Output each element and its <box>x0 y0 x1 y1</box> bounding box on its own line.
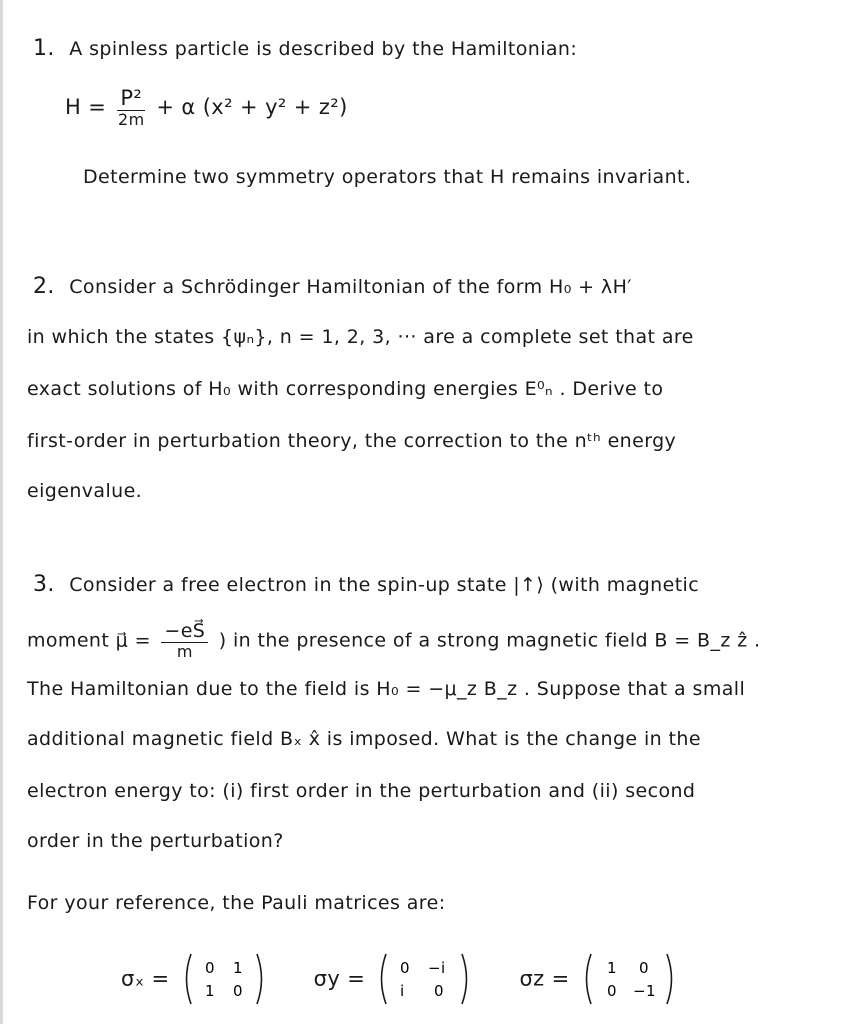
sigma-z-matrix-svg <box>581 950 677 1008</box>
sigma-y-m10: i <box>400 982 405 1000</box>
q1-eq-frac-num: P² <box>117 88 145 111</box>
q1-number: 1. <box>33 36 55 61</box>
q3-line1 <box>33 574 699 596</box>
q2-line2: in which the states {ψₙ}, n = 1, 2, 3, ··· are a complete set that are <box>27 326 694 348</box>
sigma-z <box>519 950 676 1008</box>
q3-text: Consider a free electron in the spin-up state |↑⟩ (with magnetic <box>69 574 700 596</box>
q3-line2-a: moment μ⃗ = <box>27 629 151 652</box>
sigma-y-m00: 0 <box>400 959 411 977</box>
q1-eq-rest: + α (x² + y² + z²) <box>156 95 348 119</box>
sigma-z-label: σz = <box>519 966 570 991</box>
sigma-x-m11: 0 <box>232 982 243 1000</box>
q3-number: 3. <box>33 572 55 597</box>
sigma-x-matrix-svg <box>181 950 267 1008</box>
sigma-z-matrix <box>581 950 677 1008</box>
sigma-y <box>314 950 473 1008</box>
q2-line4: first-order in perturbation theory, the correction to the nᵗʰ energy <box>27 430 677 452</box>
pauli-matrices <box>121 950 677 1008</box>
q3-line2 <box>27 622 760 660</box>
q1-eq-H: H = <box>65 95 107 119</box>
sigma-y-matrix-svg <box>376 950 472 1008</box>
sigma-z-m10: 0 <box>606 982 617 1000</box>
sigma-y-m11: 0 <box>434 982 445 1000</box>
sigma-x-matrix <box>181 950 267 1008</box>
q3-line5: electron energy to: (i) first order in the perturbation and (ii) second <box>27 780 696 802</box>
q3-frac-num: −eS⃗ <box>161 622 208 643</box>
q2-number: 2. <box>33 274 55 299</box>
q1-text: A spinless particle is described by the Hamiltonian: <box>69 38 578 60</box>
q1-eq-frac-den: 2m <box>118 110 145 129</box>
q2-line1 <box>33 276 632 298</box>
q3-line2-b: ) in the presence of a strong magnetic field B = B_z ẑ . <box>218 629 761 652</box>
q1-equation <box>65 88 348 128</box>
sigma-x-m01: 1 <box>232 959 243 977</box>
q3-line4: additional magnetic field Bₓ x̂ is imposed. What is the change in the <box>27 728 701 750</box>
sigma-z-m00: 1 <box>606 959 617 977</box>
reference-line: For your reference, the Pauli matrices are: <box>27 892 446 914</box>
q2-line5: eigenvalue. <box>27 480 143 502</box>
sigma-y-label: σy = <box>313 966 366 991</box>
sigma-x-m10: 1 <box>204 982 215 1000</box>
q2-text: Consider a Schrödinger Hamiltonian of the form H₀ + λH′ <box>69 276 632 298</box>
q3-mu-fraction <box>161 622 208 660</box>
q3-line3: The Hamiltonian due to the field is H₀ = −μ_z B_z . Suppose that a small <box>27 678 746 700</box>
q3-frac-den: m <box>176 642 193 661</box>
q1-line2: Determine two symmetry operators that H remains invariant. <box>83 166 692 188</box>
q1-line1 <box>33 38 577 60</box>
sigma-x-m00: 0 <box>204 959 215 977</box>
sigma-y-matrix <box>376 950 472 1008</box>
q2-line3: exact solutions of H₀ with corresponding energies E⁰ₙ . Derive to <box>27 378 664 400</box>
q1-eq-fraction <box>117 88 145 128</box>
sigma-z-m11: −1 <box>632 982 656 1000</box>
sigma-x-label: σₓ = <box>121 966 170 991</box>
sigma-y-m01: −i <box>428 959 446 977</box>
q3-line6: order in the perturbation? <box>27 830 284 852</box>
sigma-z-m01: 0 <box>638 959 649 977</box>
sigma-x <box>121 950 267 1008</box>
